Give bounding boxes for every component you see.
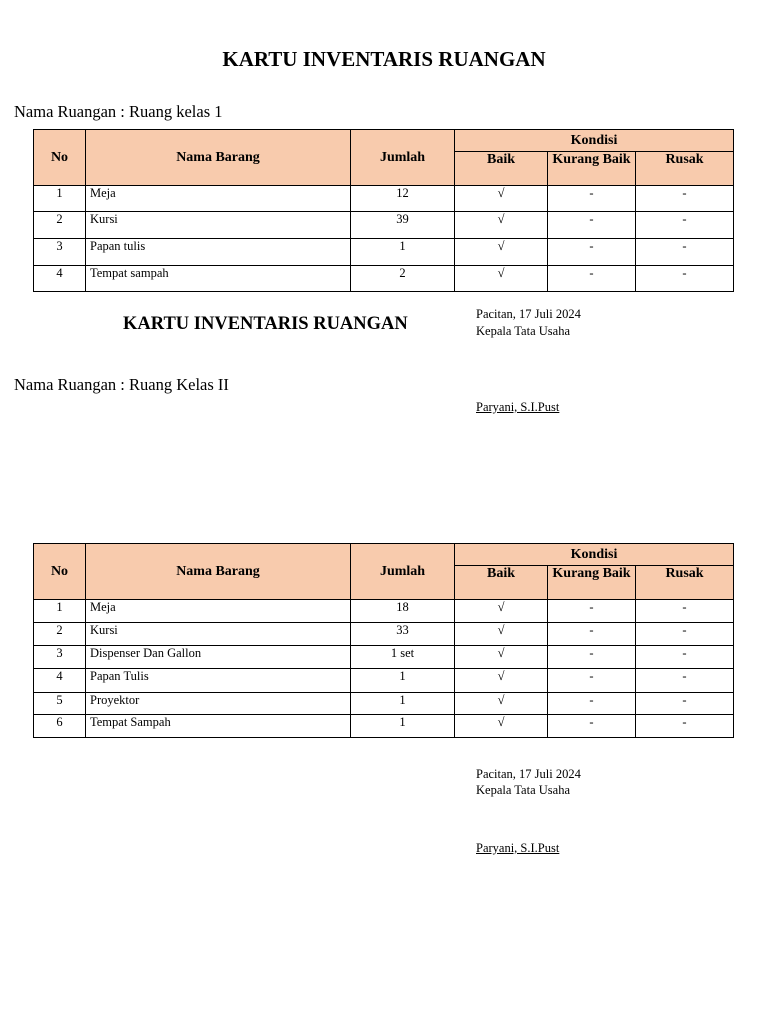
cell-kurang-baik: - xyxy=(548,600,636,623)
cell-kurang-baik: - xyxy=(548,239,636,266)
cell-nama-barang: Meja xyxy=(86,186,351,212)
cell-no: 4 xyxy=(34,669,86,693)
cell-nama-barang: Proyektor xyxy=(86,693,351,715)
table-row xyxy=(34,623,734,646)
cell-kurang-baik: - xyxy=(548,715,636,738)
cell-jumlah: 1 xyxy=(351,669,455,693)
cell-baik: √ xyxy=(455,186,548,212)
inventory-table xyxy=(33,543,734,738)
cell-no: 4 xyxy=(34,266,86,292)
cell-rusak: - xyxy=(636,693,734,715)
cell-no: 1 xyxy=(34,600,86,623)
table-row xyxy=(34,239,734,266)
room-name-label: Nama Ruangan : Ruang Kelas II xyxy=(14,375,229,394)
signature-position: Kepala Tata Usaha xyxy=(476,324,570,338)
room-name-label: Nama Ruangan : Ruang kelas 1 xyxy=(14,102,223,121)
header-kondisi: Kondisi xyxy=(455,130,734,152)
cell-no: 5 xyxy=(34,693,86,715)
cell-jumlah: 2 xyxy=(351,266,455,292)
cell-nama-barang: Kursi xyxy=(86,623,351,646)
section-title: KARTU INVENTARIS RUANGAN xyxy=(123,314,408,334)
header-baik: Baik xyxy=(455,152,548,186)
table-row xyxy=(34,212,734,239)
header-kurang-baik: Kurang Baik xyxy=(548,152,636,186)
cell-no: 2 xyxy=(34,212,86,239)
cell-baik: √ xyxy=(455,239,548,266)
cell-jumlah: 1 xyxy=(351,715,455,738)
cell-kurang-baik: - xyxy=(548,623,636,646)
table-row xyxy=(34,600,734,623)
cell-rusak: - xyxy=(636,600,734,623)
cell-jumlah: 33 xyxy=(351,623,455,646)
cell-no: 2 xyxy=(34,623,86,646)
cell-kurang-baik: - xyxy=(548,693,636,715)
cell-baik: √ xyxy=(455,600,548,623)
cell-rusak: - xyxy=(636,646,734,669)
cell-nama-barang: Papan tulis xyxy=(86,239,351,266)
cell-jumlah: 39 xyxy=(351,212,455,239)
cell-no: 1 xyxy=(34,186,86,212)
cell-no: 3 xyxy=(34,646,86,669)
header-kurang-baik: Kurang Baik xyxy=(548,566,636,600)
cell-jumlah: 1 set xyxy=(351,646,455,669)
header-nama-barang: Nama Barang xyxy=(86,130,351,186)
table-row xyxy=(34,266,734,292)
cell-kurang-baik: - xyxy=(548,266,636,292)
header-no: No xyxy=(34,130,86,186)
cell-rusak: - xyxy=(636,239,734,266)
header-kondisi: Kondisi xyxy=(455,544,734,566)
cell-nama-barang: Papan Tulis xyxy=(86,669,351,693)
signature-place-date: Pacitan, 17 Juli 2024 xyxy=(476,767,581,781)
cell-nama-barang: Tempat Sampah xyxy=(86,715,351,738)
cell-jumlah: 18 xyxy=(351,600,455,623)
signature-position: Kepala Tata Usaha xyxy=(476,783,570,797)
cell-no: 6 xyxy=(34,715,86,738)
cell-baik: √ xyxy=(455,669,548,693)
cell-rusak: - xyxy=(636,669,734,693)
cell-kurang-baik: - xyxy=(548,186,636,212)
header-baik: Baik xyxy=(455,566,548,600)
cell-nama-barang: Meja xyxy=(86,600,351,623)
cell-rusak: - xyxy=(636,212,734,239)
cell-jumlah: 12 xyxy=(351,186,455,212)
cell-rusak: - xyxy=(636,266,734,292)
table-row xyxy=(34,186,734,212)
table-row xyxy=(34,693,734,715)
cell-kurang-baik: - xyxy=(548,646,636,669)
header-nama-barang: Nama Barang xyxy=(86,544,351,600)
cell-baik: √ xyxy=(455,623,548,646)
page-title: KARTU INVENTARIS RUANGAN xyxy=(222,47,546,71)
cell-kurang-baik: - xyxy=(548,212,636,239)
cell-baik: √ xyxy=(455,715,548,738)
cell-jumlah: 1 xyxy=(351,693,455,715)
inventory-table xyxy=(33,129,734,292)
cell-baik: √ xyxy=(455,212,548,239)
cell-jumlah: 1 xyxy=(351,239,455,266)
cell-kurang-baik: - xyxy=(548,669,636,693)
signature-name: Paryani, S.I.Pust xyxy=(476,400,560,414)
cell-baik: √ xyxy=(455,693,548,715)
header-jumlah: Jumlah xyxy=(351,130,455,186)
cell-nama-barang: Dispenser Dan Gallon xyxy=(86,646,351,669)
cell-rusak: - xyxy=(636,715,734,738)
header-jumlah: Jumlah xyxy=(351,544,455,600)
signature-place-date: Pacitan, 17 Juli 2024 xyxy=(476,307,581,321)
header-rusak: Rusak xyxy=(636,152,734,186)
cell-baik: √ xyxy=(455,266,548,292)
table-row xyxy=(34,669,734,693)
cell-no: 3 xyxy=(34,239,86,266)
cell-rusak: - xyxy=(636,186,734,212)
cell-nama-barang: Tempat sampah xyxy=(86,266,351,292)
cell-rusak: - xyxy=(636,623,734,646)
header-rusak: Rusak xyxy=(636,566,734,600)
signature-name: Paryani, S.I.Pust xyxy=(476,841,560,855)
cell-nama-barang: Kursi xyxy=(86,212,351,239)
cell-baik: √ xyxy=(455,646,548,669)
header-no: No xyxy=(34,544,86,600)
table-row xyxy=(34,646,734,669)
table-row xyxy=(34,715,734,738)
